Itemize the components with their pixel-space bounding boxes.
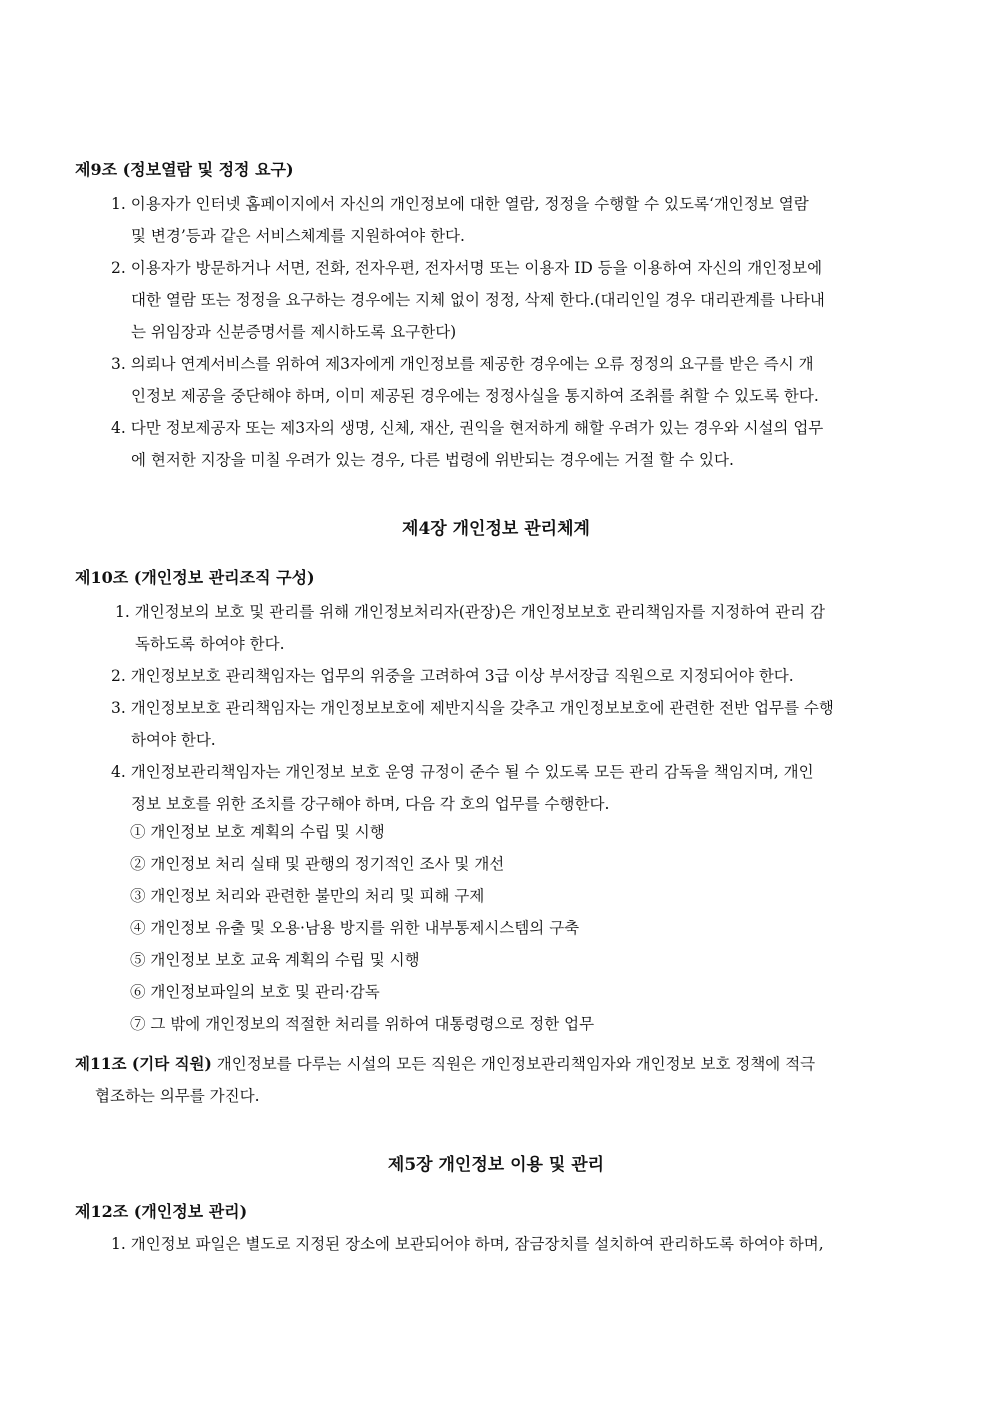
article-10-item-1-line-2: 독하도록 하여야 한다. <box>135 635 285 653</box>
article-9-title: 제9조 (정보열람 및 정정 요구) <box>75 160 294 179</box>
article-11-title: 제11조 (기타 직원) <box>75 1054 212 1073</box>
article-10-item-4-line-2: 정보 보호를 위한 조치를 강구해야 하며, 다음 각 호의 업무를 수행한다. <box>131 795 610 813</box>
article-10-sub-item-5: ⑤ 개인정보 보호 교육 계획의 수립 및 시행 <box>130 951 420 969</box>
article-11-text-1: 개인정보를 다루는 시설의 모든 직원은 개인정보관리책임자와 개인정보 보호 정책에 적극 <box>211 1055 816 1073</box>
article-9-item-1-line-2: 및 변경’등과 같은 서비스체계를 지원하여야 한다. <box>131 227 465 245</box>
article-9-item-3-line-2: 인정보 제공을 중단해야 하며, 이미 제공된 경우에는 정정사실을 통지하여 조취를 취할 수 있도록 한다. <box>131 387 819 405</box>
article-10-sub-item-4: ④ 개인정보 유출 및 오용·남용 방지를 위한 내부통제시스템의 구축 <box>130 919 580 937</box>
chapter-4-title: 제4장 개인정보 관리체계 <box>402 519 590 539</box>
article-9-item-2-line-2: 대한 열람 또는 정정을 요구하는 경우에는 지체 없이 정정, 삭제 한다.(대리인일 경우 대리관계를 나타내 <box>131 291 825 309</box>
article-10-item-4-line-1: 4. 개인정보관리책임자는 개인정보 보호 운영 규정이 준수 될 수 있도록 모든 관리 감독을 책임지며, 개인 <box>111 763 814 781</box>
article-10-item-3-line-1: 3. 개인정보보호 관리책임자는 개인정보보호에 제반지식을 갖추고 개인정보보호에 관련한 전반 업무를 수행 <box>111 699 834 717</box>
article-12-title: 제12조 (개인정보 관리) <box>75 1202 248 1221</box>
article-10-item-2 <box>111 660 794 692</box>
article-12-item-1 <box>111 1228 824 1260</box>
article-9-item-1 <box>111 188 809 252</box>
article-10-sub-item-6: ⑥ 개인정보파일의 보호 및 관리·감독 <box>130 983 380 1001</box>
article-9-item-4-line-2: 에 현저한 지장을 미칠 우려가 있는 경우, 다른 법령에 위반되는 경우에는 거절 할 수 있다. <box>131 451 734 469</box>
article-9-item-3-line-1: 3. 의뢰나 연계서비스를 위하여 제3자에게 개인정보를 제공한 경우에는 오류 정정의 요구를 받은 즉시 개 <box>111 355 814 373</box>
article-12-item-1-line-1: 1. 개인정보 파일은 별도로 지정된 장소에 보관되어야 하며, 잠금장치를 설치하여 관리하도록 하여야 하며, <box>111 1235 824 1253</box>
article-9-item-4 <box>111 412 823 476</box>
article-10-sub-item-1: ① 개인정보 보호 계획의 수립 및 시행 <box>130 823 385 841</box>
chapter-5-title: 제5장 개인정보 이용 및 관리 <box>387 1155 605 1175</box>
article-10-title: 제10조 (개인정보 관리조직 구성) <box>75 568 315 587</box>
article-9-item-3 <box>111 348 819 412</box>
article-9-item-1-line-1: 1. 이용자가 인터넷 홈페이지에서 자신의 개인정보에 대한 열람, 정정을 수행할 수 있도록‘개인정보 열람 <box>111 195 809 213</box>
article-10-item-1-line-1: 1. 개인정보의 보호 및 관리를 위해 개인정보처리자(관장)은 개인정보보호 관리책임자를 지정하여 관리 감 <box>115 603 825 621</box>
article-10-item-2-line-1: 2. 개인정보보호 관리책임자는 업무의 위중을 고려하여 3급 이상 부서장급 직원으로 지정되어야 한다. <box>111 667 794 685</box>
article-10-item-3-line-2: 하여야 한다. <box>131 731 216 749</box>
article-10-item-3 <box>111 692 834 756</box>
article-10-item-4 <box>111 756 814 820</box>
article-10-sub-item-7: ⑦ 그 밖에 개인정보의 적절한 처리를 위하여 대통령령으로 정한 업무 <box>130 1015 595 1033</box>
article-9-item-2 <box>111 252 825 348</box>
article-10-sub-item-2: ② 개인정보 처리 실태 및 관행의 정기적인 조사 및 개선 <box>130 855 505 873</box>
article-10-item-1 <box>115 596 825 660</box>
article-11-line-2: 협조하는 의무를 가진다. <box>95 1087 260 1105</box>
article-11 <box>75 1048 815 1112</box>
article-9-item-2-line-1: 2. 이용자가 방문하거나 서면, 전화, 전자우편, 전자서명 또는 이용자 ID 등을 이용하여 자신의 개인정보에 <box>111 259 823 277</box>
article-11-line-1 <box>75 1048 815 1080</box>
article-10-sub-item-3: ③ 개인정보 처리와 관련한 불만의 처리 및 피해 구제 <box>130 887 485 905</box>
article-9-item-4-line-1: 4. 다만 정보제공자 또는 제3자의 생명, 신체, 재산, 권익을 현저하게 해할 우려가 있는 경우와 시설의 업무 <box>111 419 824 437</box>
article-9-item-2-line-3: 는 위임장과 신분증명서를 제시하도록 요구한다) <box>131 323 457 341</box>
